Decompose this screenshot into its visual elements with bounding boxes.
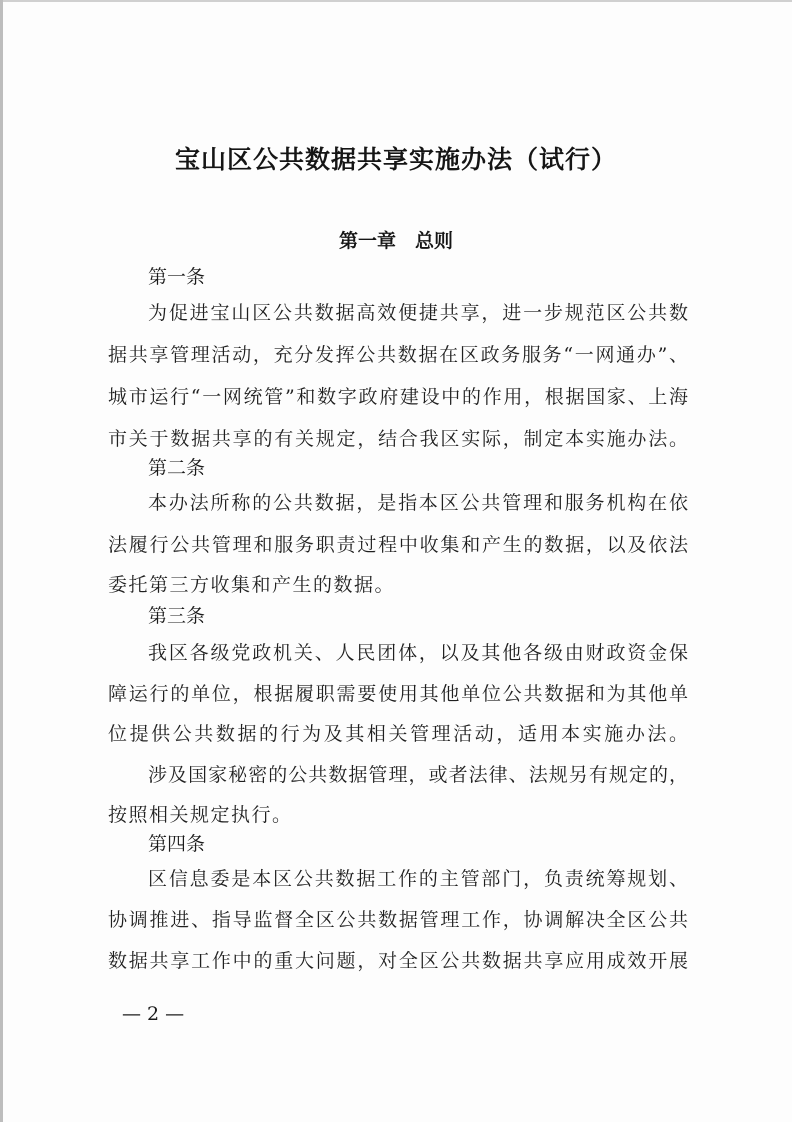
document-title: 宝山区公共数据共享实施办法（试行）	[174, 145, 617, 174]
article-3-line-3: 位提供公共数据的行为及其相关管理活动，适用本实施办法。	[108, 723, 688, 745]
article-4-line-2: 协调推进、指导监督全区公共数据管理工作，协调解决全区公共	[108, 909, 688, 931]
chapter-heading: 第一章 总则	[338, 230, 453, 252]
article-3-line-4: 涉及国家秘密的公共数据管理，或者法律、法规另有规定的，	[148, 764, 688, 786]
article-1-heading: 第一条	[148, 266, 206, 288]
article-1-line-4: 市关于数据共享的有关规定，结合我区实际，制定本实施办法。	[108, 428, 688, 450]
article-4-line-3: 数据共享工作中的重大问题，对全区公共数据共享应用成效开展	[108, 950, 688, 972]
article-3-line-1: 我区各级党政机关、人民团体，以及其他各级由财政资金保	[148, 642, 688, 664]
page-top-edge	[0, 0, 792, 2]
page-number: — 2 —	[122, 1003, 185, 1025]
article-2-line-1: 本办法所称的公共数据，是指本区公共管理和服务机构在依	[148, 492, 688, 514]
article-1-line-2: 据共享管理活动，充分发挥公共数据在区政务服务“一网通办”、	[108, 344, 688, 366]
article-4-line-1: 区信息委是本区公共数据工作的主管部门，负责统筹规划、	[148, 868, 688, 890]
article-4-heading: 第四条	[148, 833, 206, 855]
article-3-heading: 第三条	[148, 605, 206, 627]
article-1-line-1: 为促进宝山区公共数据高效便捷共享，进一步规范区公共数	[148, 302, 688, 324]
article-2-line-3: 委托第三方收集和产生的数据。	[108, 574, 396, 596]
article-2-heading: 第二条	[148, 457, 206, 479]
article-1-line-3: 城市运行“一网统管”和数字政府建设中的作用，根据国家、上海	[108, 386, 688, 408]
article-2-line-2: 法履行公共管理和服务职责过程中收集和产生的数据，以及依法	[108, 534, 688, 556]
article-3-line-5: 按照相关规定执行。	[108, 804, 293, 826]
article-3-line-2: 障运行的单位，根据履职需要使用其他单位公共数据和为其他单	[108, 683, 688, 705]
